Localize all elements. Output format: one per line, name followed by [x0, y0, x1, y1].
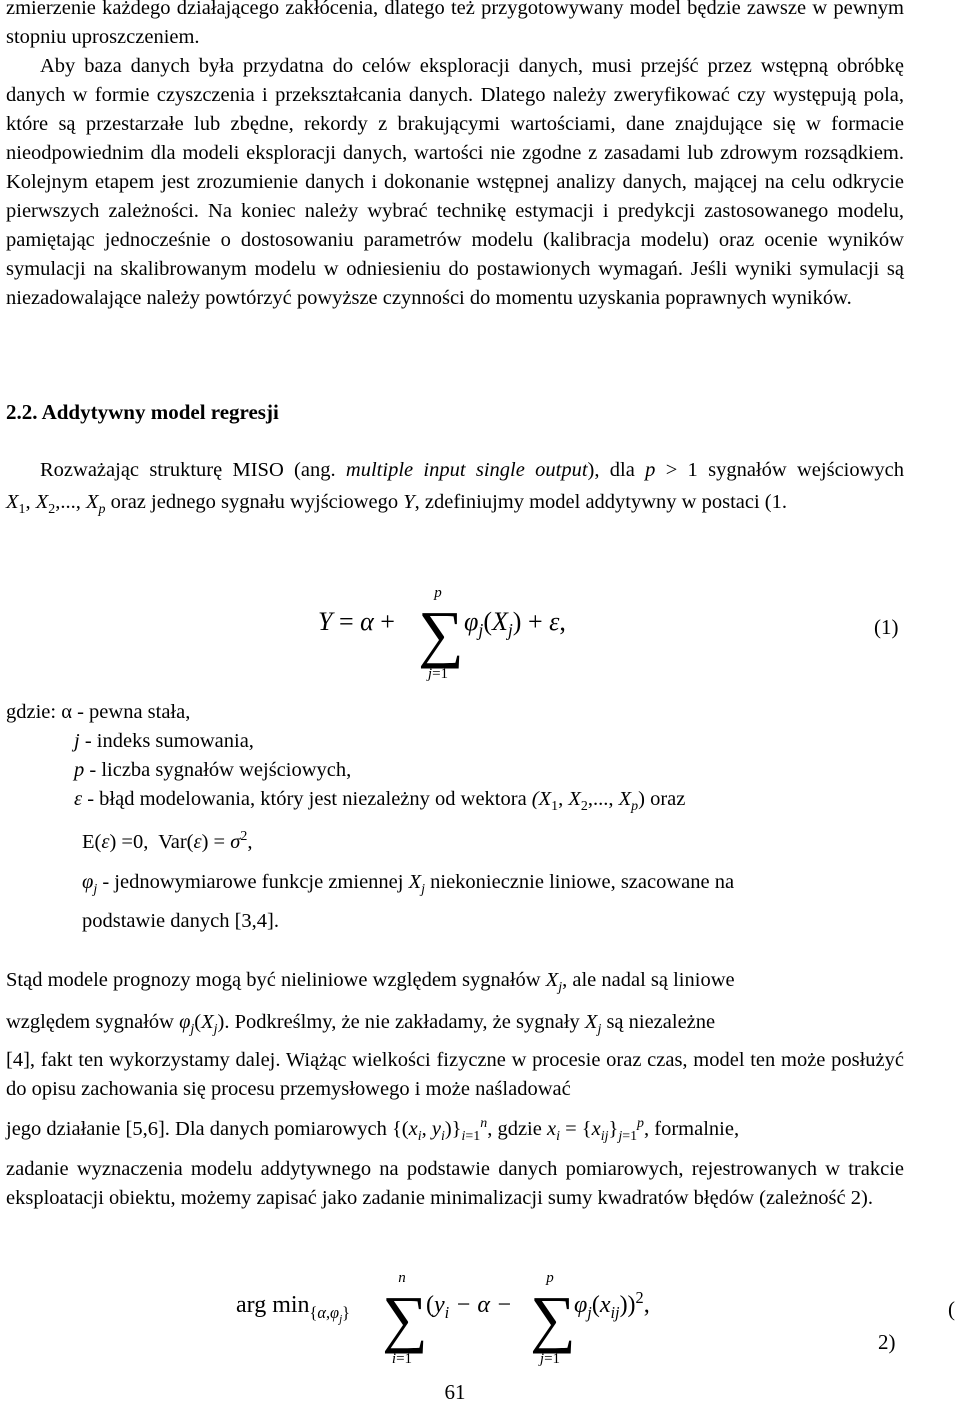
legend-j: j - indeks sumowania, — [74, 730, 254, 752]
equation-2-number-close: 2) — [878, 1330, 896, 1354]
para4-line5: jego działanie [5,6]. Dla danych pomiarowych {($x_i$, $y_i)\}_{i=1}^n$, gdzie $x_i = \{x_{ij}\}_{j=1}^p$, formalnie, — [6, 1116, 740, 1145]
inputs-formula: $X_1$, $X_2$,..., $X_p$ — [6, 491, 106, 518]
equation-2: arg $\min_{\{\alpha,\varphi_j\}}$ n ∑ i=1 ($y_i - \alpha$ − p ∑ j=1 $\varphi_j(x_{ij}))^2$, — [236, 1270, 650, 1367]
equation-2-number-open: ( — [948, 1297, 955, 1321]
equation-1-number: (1) — [874, 615, 899, 639]
para4-body: [4], fakt ten wykorzystamy dalej. Wiążąc wielkości fizyczne w procesie oraz czas, model ten może posłużyć do opisu zachowania się procesu przemysłowego i może naśladować — [6, 1049, 904, 1100]
section-heading: 2.2. Addytywny model regresji — [6, 400, 279, 424]
intro-text: zmierzenie każdego działającego zakłócenia, dlatego też przygotowywany model będzie zawsze w pewnym stopniu uproszczeniem. — [6, 0, 904, 48]
legend-phi-cont: podstawie danych [3,4]. — [82, 910, 279, 932]
intro-paragraph: Aby baza danych była przydatna do celów eksploracji danych, musi przejść przez wstępną obróbkę danych w formie czyszczenia i przekształcania danych. Dlatego należy zweryfikować czy występują pola, które są przestarzałe lub zbędne, rekordy z brakującymi wartościami, dane znajdujące się w formacie nieodpowiednim dla modeli eksploracji danych, wartości nie zgodne z zasadami lub zdrowym rozsądkiem. Kolejnym etapem jest zrozumienie danych i dokonanie wstępnej analizy danych, mającej na celu odkrycie pierwszych zależności. Na koniec należy wybrać technikę estymacji i predykcji zastosowanego modelu, pamiętając jednocześnie o dostosowaniu parametrów modelu (kalibracja modelu) oraz ocenie wyników symulacji na skalibrowanym modelu w odniesieniu do postawionych wymagań. Jeśli wyniki symulacji są niezadowalające należy powtórzyć powyższe czynności do momentu uzyskania poprawnych wyników. — [6, 55, 904, 309]
para4-end: zadanie wyznaczenia modelu addytywnego na podstawie danych pomiarowych, rejestrowanych w trakcie eksploatacji obiektu, możemy zapisać jako zadanie minimalizacji sumy kwadratów błędów (zależność 2). — [6, 1158, 904, 1209]
legend-eps: ε - błąd modelowania, który jest niezależny od wektora ($X_1$, $X_2$,..., $X_p$) oraz — [74, 788, 686, 815]
legend: gdzie: α - pewna stała, — [6, 701, 191, 723]
para4-line1: Stąd modele prognozy mogą być nieliniowe względem sygnałów $X_j$, ale nadal są liniowe — [6, 969, 735, 996]
miso-paragraph: Rozważając strukturę MISO (ang. multiple input single output), dla p > 1 sygnałów wejściowych $X_1$, $X_2$,..., $X_p$ oraz jednego sygnału wyjściowego Y, zdefiniujmy model addytywny w postaci (1. — [6, 459, 905, 518]
legend-phi: $\varphi_j$ - jednowymiarowe funkcje zmiennej $X_j$ niekoniecznie liniowe, szacowane na — [82, 871, 735, 898]
page-number: 61 — [444, 1380, 466, 1404]
para4-line2: względem sygnałów $\varphi_j(X_j)$. Podkreślmy, że nie zakładamy, że sygnały $X_j$ są niezależne — [6, 1011, 716, 1038]
equation-1: Y = α + p ∑ j=1 $\varphi_j(X_j) + \varepsilon$, — [318, 585, 566, 682]
legend-p: p - liczba sygnałów wejściowych, — [74, 759, 352, 781]
legend-expectation: E(ε) =0, $Var(\varepsilon) = \sigma^2$, — [82, 829, 253, 853]
